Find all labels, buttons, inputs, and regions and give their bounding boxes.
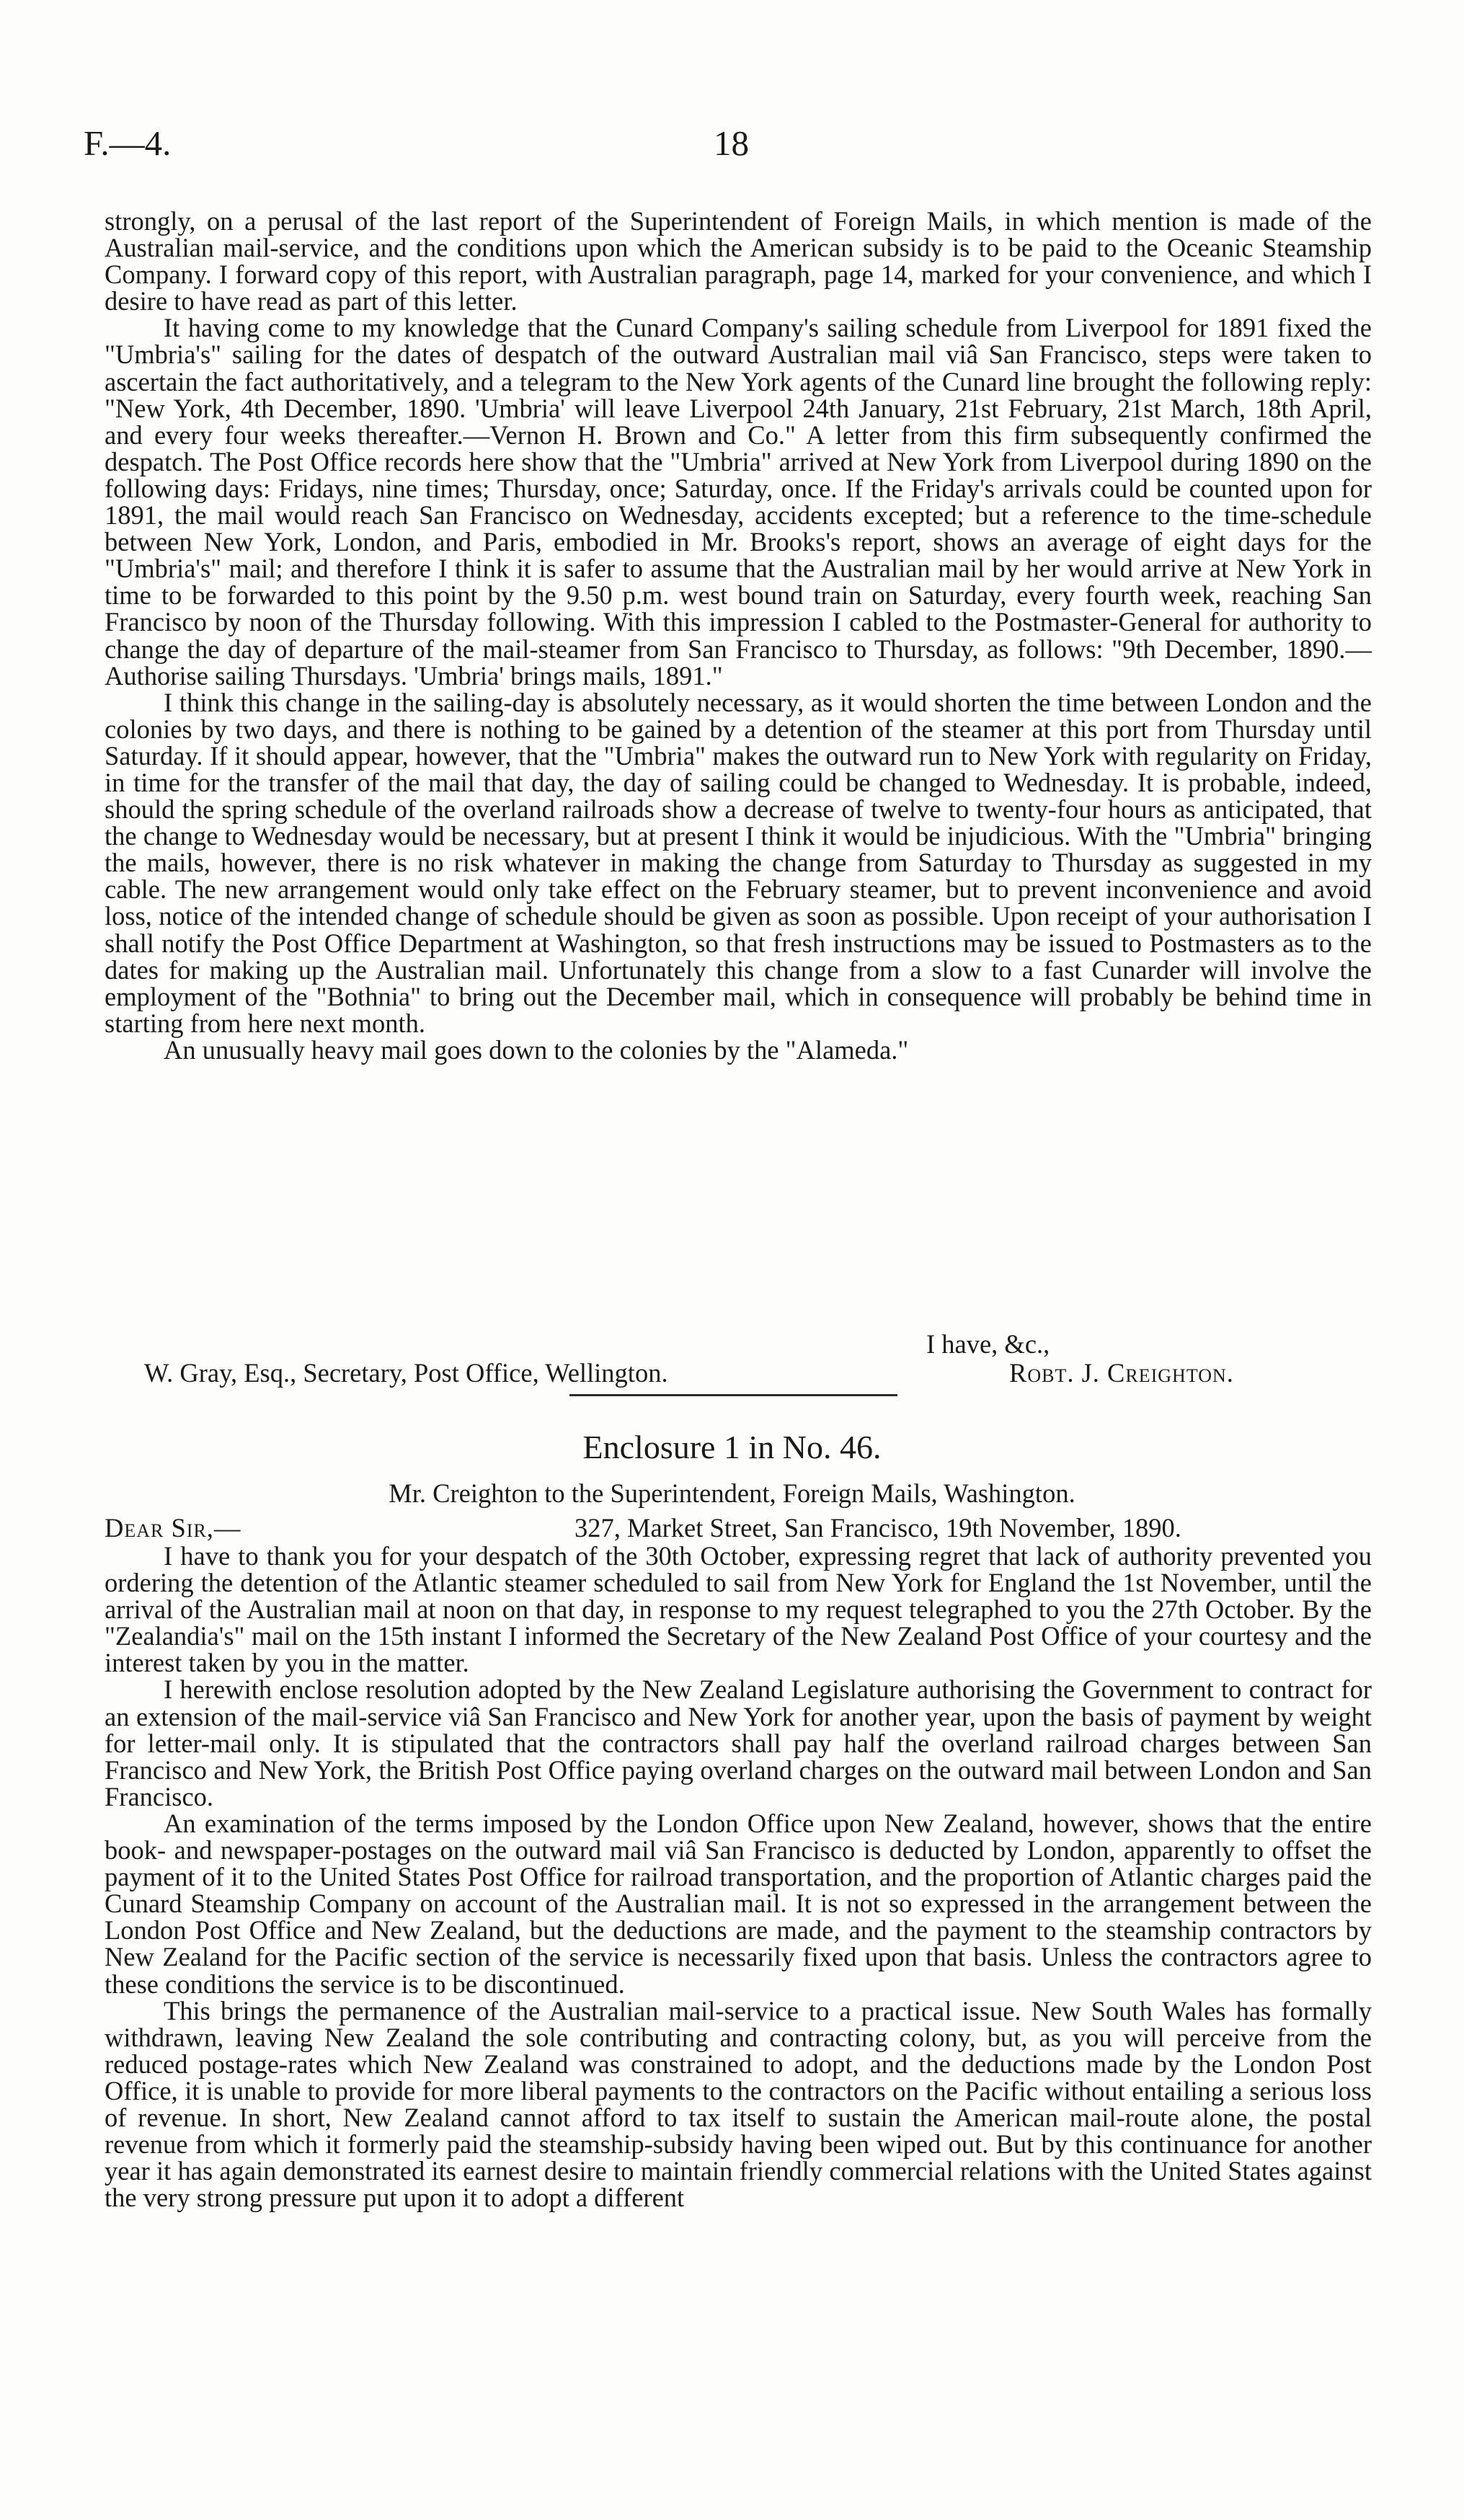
paragraph: strongly, on a perusal of the last report of the Superintendent of Foreign Mails, in which mention is made of the Australian mail-service, and the conditions upon which the American subsidy is to be paid to the Oceanic Steamship Company. I forward copy of this report, with Australian paragraph, page 14, marked for your convenience, and which I desire to have read as part of this letter. bbox=[105, 206, 1372, 316]
address-date: 327, Market Street, San Francisco, 19th November, 1890. bbox=[574, 1513, 1181, 1543]
paragraph: An examination of the terms imposed by the London Office upon New Zealand, however, shows that the entire book- and newspaper-postages on the outward mail viâ San Francisco is deducted by London, apparently to offset the payment of it to the United States Post Office for railroad transportation, and the proportion of Atlantic charges paid the Cunard Steamship Company on account of the Australian mail. It is not so expressed in the arrangement between the London Post Office and New Zealand, but the deductions are made, and the payment to the steamship contractors by New Zealand for the Pacific section of the service is necessarily fixed upon that basis. Unless the contractors agree to these conditions the service is to be discontinued. bbox=[105, 1808, 1372, 1999]
addressee: W. Gray, Esq., Secretary, Post Office, Wellington. bbox=[144, 1358, 668, 1388]
paragraph: I herewith enclose resolution adopted by the New Zealand Legislature authorising the Government to contract for an extension of the mail-service viâ San Francisco and New York for another year, upon the basis of payment by weight for letter-mail only. It is stipulated that the contractors shall pay half the overland railroad charges between San Francisco and New York, the British Post Office paying overland charges on the outward mail between London and San Francisco. bbox=[105, 1674, 1372, 1811]
section-divider bbox=[569, 1394, 897, 1396]
document-reference: F.—4. bbox=[84, 123, 172, 163]
salutation: Dear Sir,— bbox=[105, 1513, 241, 1543]
paragraph: It having come to my knowledge that the Cunard Company's sailing schedule from Liverpool for 1891 fixed the "Umbria's" sailing for the dates of despatch of the outward Australian mail viâ San Francisco, steps were taken to ascertain the fact authoritatively, and a telegram to the New York agents of the Cunard line brought the following reply: "New York, 4th December, 1890. 'Umbria' will leave Liverpool 24th January, 21st February, 21st March, 18th April, and every four weeks thereafter.—Vernon H. Brown and Co." A letter from this firm subsequently confirmed the despatch. The Post Office records here show that the "Umbria" arrived at New York from Liverpool during 1890 on the following days: Fridays, nine times; Thursday, once; Saturday, once. If the Friday's arrivals could be counted upon for 1891, the mail would reach San Francisco on Wednesday, accidents excepted; but a reference to the time-schedule between New York, London, and Paris, embodied in Mr. Brooks's report, shows an average of eight days for the "Umbria's" mail; and therefore I think it is safer to assume that the Australian mail by her would arrive at New York in time to be forwarded to this point by the 9.50 p.m. west bound train on Saturday, every fourth week, reaching San Francisco by noon of the Thursday following. With this impression I cabled to the Postmaster-General for authority to change the day of departure of the mail-steamer from San Francisco to Thursday, as follows: "9th December, 1890.—Authorise sailing Thursdays. 'Umbria' brings mails, 1891." bbox=[105, 313, 1372, 691]
page-header bbox=[0, 123, 1464, 180]
paragraph: This brings the permanence of the Australian mail-service to a practical issue. New South Wales has formally withdrawn, leaving New Zealand the sole contributing and contracting colony, but, as you will perceive from the reduced postage-rates which New Zealand was constrained to adopt, and the deductions made by the London Post Office, it is unable to provide for more liberal payments to the contractors on the Pacific without entailing a serious loss of revenue. In short, New Zealand cannot afford to tax itself to sustain the American mail-route alone, the postal revenue from which it formerly paid the steamship-subsidy having been wiped out. But by this continuance for another year it has again demonstrated its earnest desire to maintain friendly commercial relations with the United States against the very strong pressure put upon it to adopt a different bbox=[105, 1995, 1372, 2213]
letter-body bbox=[105, 208, 1372, 1063]
signature: Robt. J. Creighton. bbox=[1009, 1358, 1234, 1388]
closing: I have, &c., bbox=[926, 1329, 1050, 1359]
enclosure-subtitle: Mr. Creighton to the Superintendent, Foreign Mails, Washington. bbox=[389, 1478, 1075, 1508]
paragraph: I have to thank you for your despatch of the 30th October, expressing regret that lack of authority prevented you ordering the detention of the Atlantic steamer scheduled to sail from New York for England the 1st November, until the arrival of the Australian mail at noon on that day, in response to my request telegraphed to you the 27th October. By the "Zealandia's" mail on the 15th instant I informed the Secretary of the New Zealand Post Office of your courtesy and the interest taken by you in the matter. bbox=[105, 1541, 1372, 1678]
enclosure-title: Enclosure 1 in No. 46. bbox=[582, 1429, 882, 1465]
paragraph: An unusually heavy mail goes down to the colonies by the "Alameda." bbox=[164, 1034, 909, 1065]
paragraph: I think this change in the sailing-day is absolutely necessary, as it would shorten the time between London and the colonies by two days, and there is nothing to be gained by a detention of the steamer at this port from Thursday until Saturday. If it should appear, however, that the "Umbria" makes the outward run to New York with regularity on Friday, in time for the transfer of the mail that day, the day of sailing could be changed to Wednesday. It is probable, indeed, should the spring schedule of the overland railroads show a decrease of twelve to twenty-four hours as anticipated, that the change to Wednesday would be necessary, but at present I think it would be injudicious. With the "Umbria" bringing the mails, however, there is no risk whatever in making the change from Saturday to Thursday as suggested in my cable. The new arrangement would only take effect on the February steamer, but to prevent inconvenience and avoid loss, notice of the intended change of schedule should be given as soon as possible. Upon receipt of your authorisation I shall notify the Post Office Department at Washington, so that fresh instructions may be issued to Postmasters as to the dates for making up the Australian mail. Unfortunately this change from a slow to a fast Cunarder will involve the employment of the "Bothnia" to bring out the December mail, which in consequence will probably be behind time in starting from here next month. bbox=[105, 687, 1372, 1038]
page-number: 18 bbox=[714, 123, 749, 163]
enclosure-body bbox=[105, 1543, 1372, 2211]
